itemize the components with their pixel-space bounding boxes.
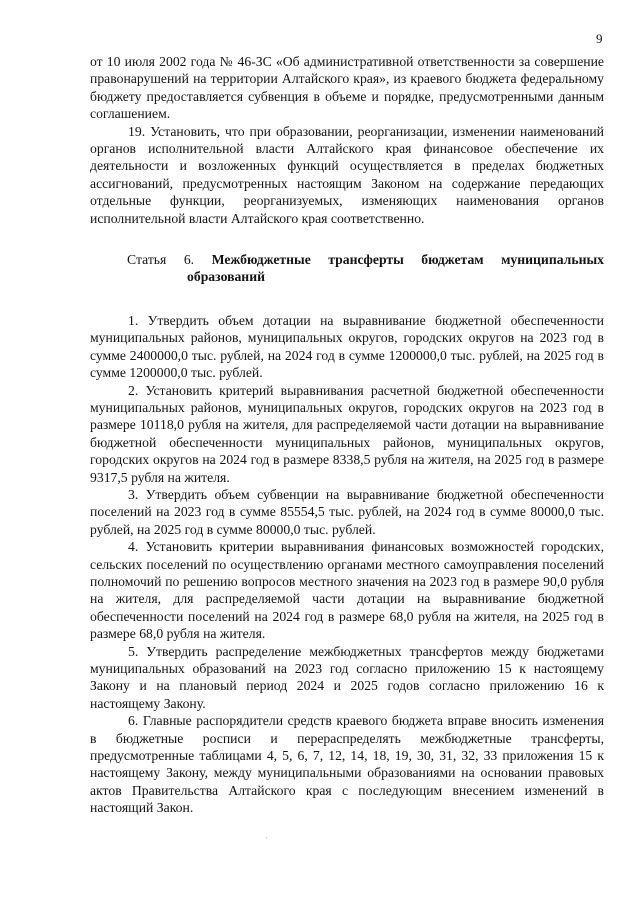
article-item-1: 1. Утвердить объем дотации на выравнивание бюджетной обеспеченности муниципальных районов, муниципальных округов, городских округов на 2023 год в сумме 2400000,0 тыс. рублей, на 2024 год в сумме 1200000,0 тыс. рублей, на 2025 год в сумме 1200000,0 тыс. рублей. bbox=[90, 312, 604, 381]
article-heading bbox=[127, 251, 604, 286]
item-19-paragraph: 19. Установить, что при образовании, реорганизации, изменении наименований органов исполнительной власти Алтайского края финансовое обеспечение их деятельности и возложенных функций осуществляется в пределах бюджетных ассигнований, предусмотренных настоящим Законом на содержание передающих отдельные функции, реорганизуемых, изменяющих наименования органов исполнительной власти Алтайского края соответственно. bbox=[90, 123, 604, 226]
article-item-3: 3. Утвердить объем субвенции на выравнивание бюджетной обеспеченности поселений на 2023 год в сумме 85554,5 тыс. рублей, на 2024 год в сумме 80000,0 тыс. рублей, на 2025 год в сумме 80000,0 тыс. рублей. bbox=[90, 486, 604, 537]
page-number: 9 bbox=[596, 31, 603, 46]
document-body bbox=[90, 53, 604, 817]
article-label: Статья 6. bbox=[127, 252, 195, 268]
article-item-6: 6. Главные распорядители средств краевого бюджета вправе вносить изменения в бюджетные росписи и перераспределять межбюджетные трансферты, предусмотренные таблицами 4, 5, 6, 7, 12, 14, 18, 19, 30, 31, 32, 33 приложения 15 к настоящему Закону, между муниципальными образованиями на основании правовых актов Правительства Алтайского края с последующим внесением изменений в настоящий Закон. bbox=[90, 713, 604, 816]
scan-mark: · bbox=[265, 833, 268, 843]
intro-paragraph: от 10 июля 2002 года № 46-ЗС «Об административной ответственности за совершение правонарушений на территории Алтайского края», из краевого бюджета федеральному бюджету предоставляется субвенция в объеме и порядке, предусмотренными данным соглашением. bbox=[90, 54, 604, 122]
article-title: Межбюджетные трансферты бюджетам муниципальных образований bbox=[187, 252, 605, 285]
article-item-2: 2. Установить критерий выравнивания расчетной бюджетной обеспеченности муниципальных районов, муниципальных округов, городских округов на 2023 год в размере 10118,0 рубля на жителя, для распределяемой части дотации на выравнивание бюджетной обеспеченности муниципальных районов, муниципальных округов, городских округов на 2024 год в размере 8338,5 рубля на жителя, на 2025 год в размере 9317,5 рубля на жителя. bbox=[90, 382, 604, 485]
article-item-4: 4. Установить критерии выравнивания финансовых возможностей городских, сельских поселений по осуществлению органами местного самоуправления поселений полномочий по решению вопросов местного значения на 2023 год в размере 90,0 рубля на жителя, для распределяемой части дотации на выравнивание бюджетной обеспеченности поселений на 2024 год в размере 68,0 рубля на жителя, на 2025 год в размере 68,0 рубля на жителя. bbox=[90, 539, 604, 642]
article-item-5: 5. Утвердить распределение межбюджетных трансфертов между бюджетами муниципальных образований на 2023 год согласно приложению 15 к настоящему Закону и на плановый период 2024 и 2025 годов согласно приложению 16 к настоящему Закону. bbox=[90, 643, 604, 711]
